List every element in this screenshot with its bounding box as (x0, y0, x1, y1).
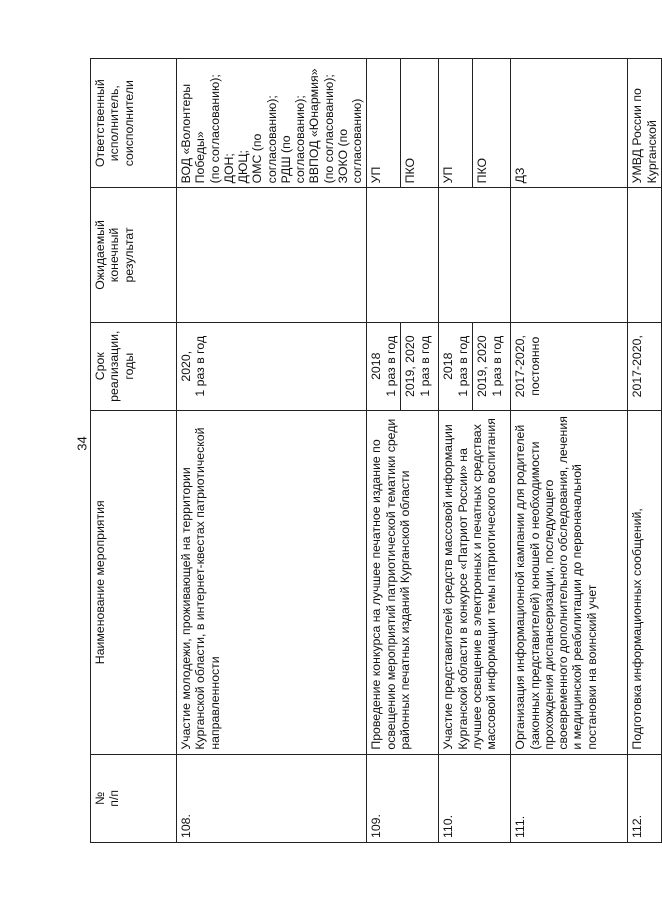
header-term: Срок реализации, годы (91, 322, 177, 410)
row-num: 109. (367, 754, 439, 842)
row-executor-b: ПКО (401, 59, 439, 188)
row-result (439, 188, 511, 322)
header-num: № п/п (91, 754, 177, 842)
row-executor-a: УП (367, 59, 401, 188)
row-executor-a: УП (439, 59, 473, 188)
row-term: 2020, 1 раз в год (177, 322, 367, 410)
table-row (511, 59, 628, 843)
table-row (628, 59, 662, 843)
table-row (177, 59, 367, 843)
page-number: 34 (74, 436, 90, 451)
row-executor-b: ПКО (473, 59, 511, 188)
row-executor: ДЗ (511, 59, 628, 188)
row-name: Участие молодежи, проживающей на территории Курганской области, в интернет-квестах патриотической направленности (177, 410, 367, 754)
row-term-b: 2019, 2020 1 раз в год (401, 322, 439, 410)
row-term: 2017-2020, постоянно (511, 322, 628, 410)
table-row (439, 59, 473, 843)
row-result (367, 188, 439, 322)
table-header-row (91, 59, 177, 843)
row-num: 110. (439, 754, 511, 842)
row-term-a: 2018 1 раз в год (367, 322, 401, 410)
row-name: Подготовка информационных сообщений, (628, 410, 662, 754)
row-result (511, 188, 628, 322)
plan-table (90, 58, 662, 843)
row-result (628, 188, 662, 322)
row-term-a: 2018 1 раз в год (439, 322, 473, 410)
row-executor: ВОД «Волонтеры Победы» (по согласованию); ДОН; ДЮЦ; ОМС (по согласованию); РДШ (по согласованию); ВВПОД «Юнармия» (по согласованию); ЗОКО (по согласованию) (177, 59, 367, 188)
row-result (177, 188, 367, 322)
row-num: 111. (511, 754, 628, 842)
row-num: 112. (628, 754, 662, 842)
row-term-b: 2019, 2020 1 раз в год (473, 322, 511, 410)
row-name: Организация информационной кампании для родителей (законных представителей) юношей о необходимости прохождения диспансеризации, последующего своевременного дополнительного обследования, лечения и медицинской реабилитации до первоначальной постановки на воинский учет (511, 410, 628, 754)
header-name: Наименование мероприятия (91, 410, 177, 754)
header-executor: Ответственный исполнитель, соисполнители (91, 59, 177, 188)
header-result: Ожидаемый конечный результат (91, 188, 177, 322)
rotated-page (90, 58, 659, 843)
row-executor: УМВД России по Курганской (628, 59, 662, 188)
row-name: Участие представителей средств массовой информации Курганской области в конкурсе «Патриот России» на лучшее освещение в электронных и печатных средствах массовой информации темы патриотического воспитания (439, 410, 511, 754)
row-name: Проведение конкурса на лучшее печатное издание по освещению мероприятий патриотической тематики среди районных печатных изданий Курганской области (367, 410, 439, 754)
table-row (367, 59, 401, 843)
row-term: 2017-2020, (628, 322, 662, 410)
row-num: 108. (177, 754, 367, 842)
